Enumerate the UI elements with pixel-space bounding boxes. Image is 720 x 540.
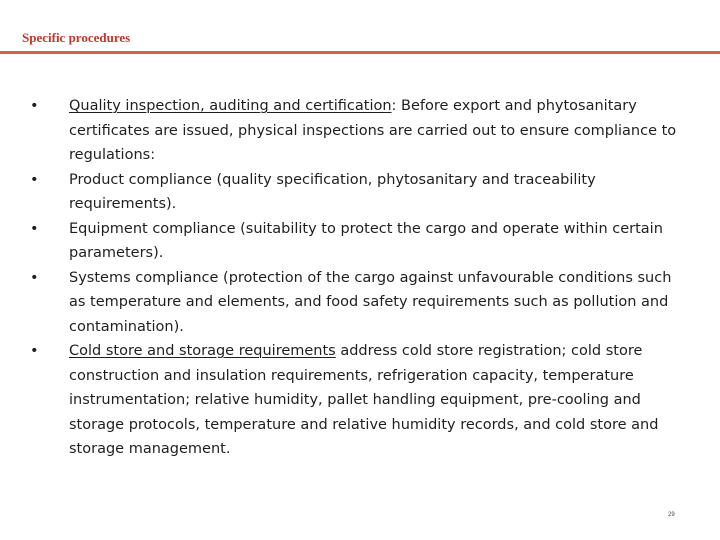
bullet-icon: •: [30, 98, 39, 114]
bullet-icon: •: [30, 220, 39, 237]
bullet-body-text: : Before export and phytosanitary certificates are issued, physical inspections are carried out to ensure compliance to regulations:: [69, 98, 677, 163]
bullet-body-text: address cold store registration; cold store construction and insulation requirements, refrigeration capacity, temperature instrumentation; relative humidity, pallet handling equipment, pre-cooling and storage protocols, temperature and relative humidity records, and cold store and storage management.: [69, 343, 659, 457]
bullet-body-text: Product compliance (quality specification, phytosanitary and traceability requirements).: [69, 171, 596, 212]
bullet-body-text: Equipment compliance (suitability to protect the cargo and operate within certain parameters).: [69, 220, 663, 261]
page-number: 29: [668, 512, 675, 518]
bullet-item-quality-inspection: [30, 94, 690, 168]
bullet-item-equipment-compliance: [30, 217, 690, 266]
header-divider: [0, 51, 720, 54]
slide-title: Specific procedures: [22, 30, 131, 45]
bullet-icon: •: [30, 171, 39, 188]
bullet-lead-text: Cold store and storage requirements: [69, 343, 336, 359]
bullet-item-cold-store: [30, 339, 690, 462]
bullet-list: [30, 94, 690, 462]
bullet-item-systems-compliance: [30, 266, 690, 340]
bullet-body-text: Systems compliance (protection of the cargo against unfavourable conditions such as temperature and elements, and food safety requirements such as pollution and contamination).: [69, 269, 672, 335]
bullet-icon: •: [30, 269, 39, 286]
bullet-lead-text: Quality inspection, auditing and certification: [69, 98, 392, 114]
bullet-item-product-compliance: [30, 168, 690, 217]
bullet-icon: •: [30, 343, 39, 359]
